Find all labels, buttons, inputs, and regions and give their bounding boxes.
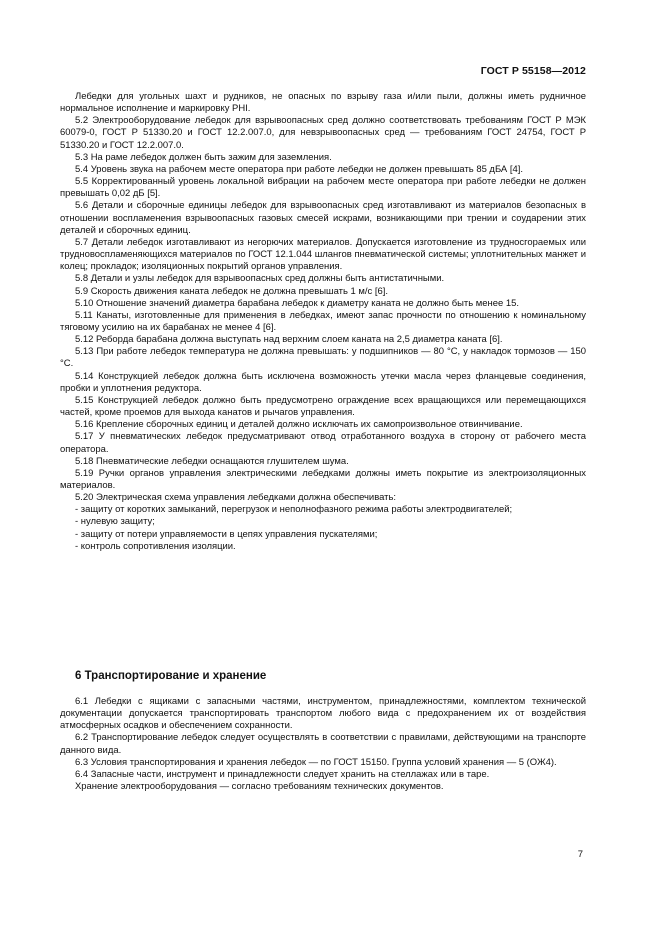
paragraph: 6.2 Транспортирование лебедок следует осуществлять в соответствии с правилами, действующими на транспорте данного вида.: [60, 732, 586, 756]
section-6-body: [60, 696, 586, 793]
paragraph: 5.13 При работе лебедок температура не должна превышать: у подшипников — 80 °С, у накладок тормозов — 150 °С.: [60, 346, 586, 370]
paragraph: Лебедки для угольных шахт и рудников, не опасных по взрыву газа и/или пыли, должны иметь рудничное нормальное исполнение и маркировку PHI.: [60, 91, 586, 115]
paragraph: 5.7 Детали лебедок изготавливают из негорючих материалов. Допускается изготовление из трудносгораемых или трудновоспламеняющихся материалов по ГОСТ 12.1.044 шлангов пневматической системы; уплотнительных манжет и колец; прокладок; изоляционных покрытий органов управления.: [60, 236, 586, 273]
document-header: ГОСТ Р 55158—2012: [480, 65, 586, 77]
paragraph: 6.1 Лебедки с ящиками с запасными частями, инструментом, принадлежностями, комплектом технической документации допускается транспортировать транспортом любого вида с предохранением их от воздействия атмосферных осадков и обеспечением сохранности.: [60, 696, 586, 732]
paragraph: 5.6 Детали и сборочные единицы лебедок для взрывоопасных сред изготавливают из материалов безопасных в отношении воспламенения взрывоопасных газовых смесей искрами, возникающими при трении и соударении этих деталей и сборочных единиц.: [60, 200, 586, 236]
section-5-body: [60, 91, 586, 553]
paragraph: Хранение электрооборудования — согласно требованиям технических документов.: [75, 781, 444, 793]
paragraph: 6.3 Условия транспортирования и хранения лебедок — по ГОСТ 15150. Группа условий хранения — 5 (ОЖ4).: [75, 756, 557, 768]
page-number: 7: [577, 849, 583, 860]
paragraph: 5.16 Крепление сборочных единиц и деталей должно исключать их самопроизвольное отвинчивание.: [75, 419, 523, 431]
paragraph: 5.4 Уровень звука на рабочем месте оператора при работе лебедки не должен превышать 85 дБА [4].: [75, 163, 523, 175]
paragraph: 6.4 Запасные части, инструмент и принадлежности следует хранить на стеллажах или в таре.: [75, 768, 490, 780]
paragraph: 5.9 Скорость движения каната лебедок не должна превышать 1 м/с [6].: [75, 285, 388, 297]
section-6-title: 6 Транспортирование и хранение: [75, 670, 267, 682]
paragraph: 5.20 Электрическая схема управления лебедками должна обеспечивать:: [75, 492, 397, 504]
paragraph: 5.5 Корректированный уровень локальной вибрации на рабочем месте оператора при работе лебедки не должен превышать 0,02 дБ [5].: [60, 176, 586, 200]
paragraph: 5.12 Реборда барабана должна выступать над верхним слоем каната на 2,5 диаметра каната [6].: [75, 334, 503, 346]
paragraph: 5.18 Пневматические лебедки оснащаются глушителем шума.: [75, 455, 349, 467]
paragraph: 5.17 У пневматических лебедок предусматривают отвод отработанного воздуха в сторону от рабочего места оператора.: [60, 431, 586, 455]
list-item: - защиту от потери управляемости в цепях управления пускателями;: [75, 528, 378, 540]
paragraph: 5.14 Конструкцией лебедок должна быть исключена возможность утечки масла через фланцевые соединения, пробки и уплотнения редуктора.: [60, 370, 586, 394]
paragraph: 5.3 На раме лебедок должен быть зажим для заземления.: [75, 151, 332, 163]
paragraph: 5.11 Канаты, изготовленные для применения в лебедках, имеют запас прочности по отношению к номинальному тяговому усилию на их барабанах не менее 4 [6].: [60, 309, 586, 333]
paragraph: 5.19 Ручки органов управления электрическими лебедками должны иметь покрытие из электроизоляционных материалов.: [60, 467, 586, 491]
list-item: - нулевую защиту;: [75, 516, 155, 528]
list-item: - контроль сопротивления изоляции.: [75, 540, 236, 552]
paragraph: 5.10 Отношение значений диаметра барабана лебедок к диаметру каната не должно быть менее 15.: [75, 297, 519, 309]
paragraph: 5.8 Детали и узлы лебедок для взрывоопасных сред должны быть антистатичными.: [75, 273, 445, 285]
paragraph: 5.15 Конструкцией лебедок должно быть предусмотрено ограждение всех вращающихся или перемещающихся частей, кроме проемов для выхода канатов и рычагов управления.: [60, 394, 586, 419]
list-item: - защиту от коротких замыканий, перегрузок и неполнофазного режима работы электродвигателей;: [75, 504, 513, 516]
paragraph: 5.2 Электрооборудование лебедок для взрывоопасных сред должно соответствовать требованиям ГОСТ Р МЭК 60079-0, ГОСТ Р 51330.20 и ГОСТ 12.2.007.0, для невзрывоопасных сред — требованиям ГОСТ 24754, ГОСТ Р 51330.20 и ГОСТ 12.2.007.0.: [60, 115, 586, 151]
